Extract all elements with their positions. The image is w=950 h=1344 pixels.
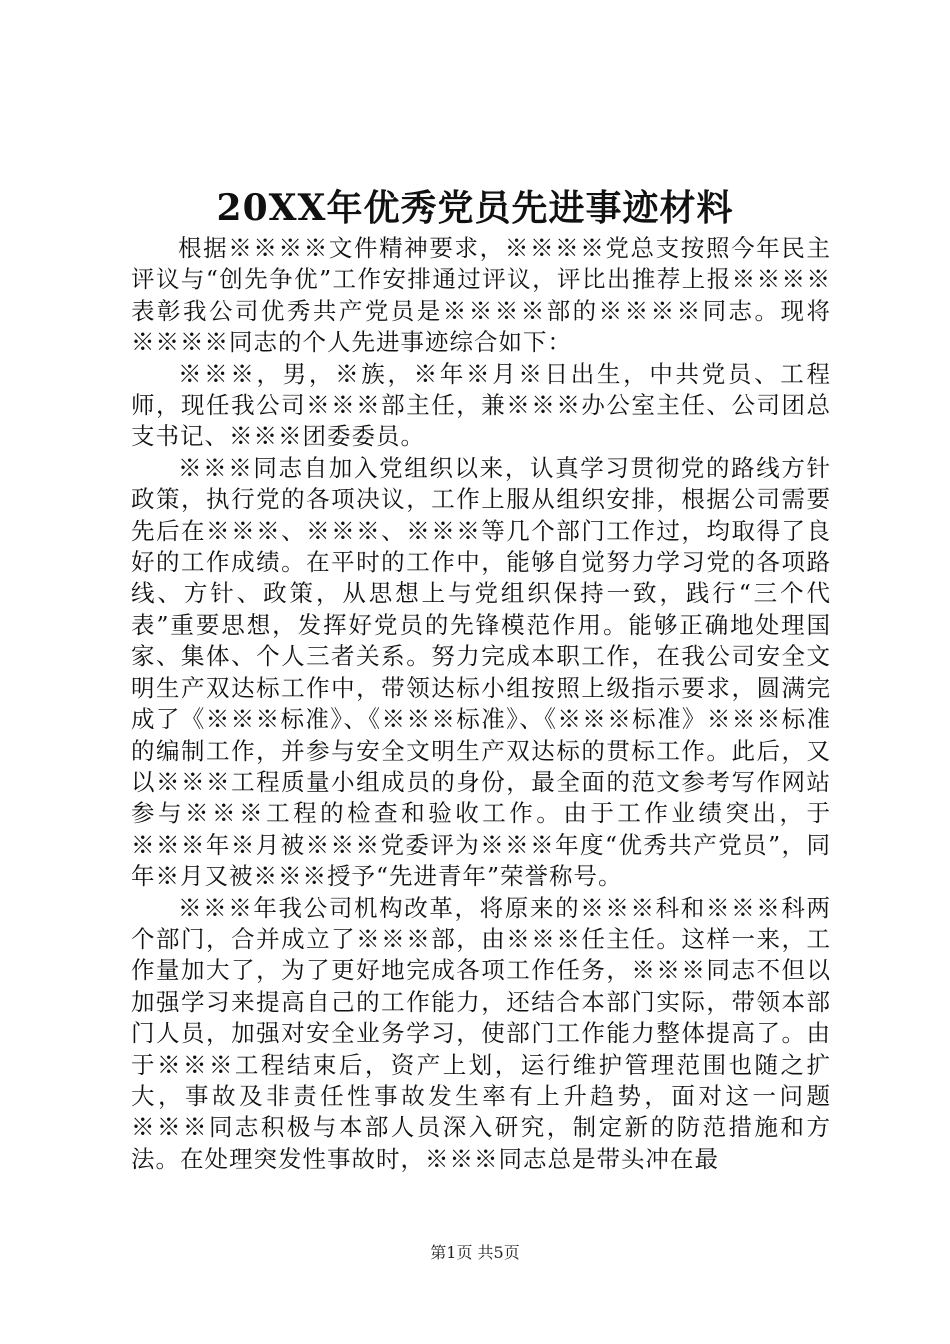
page-footer: 第1页 共5页 (430, 1243, 520, 1262)
document-body (131, 233, 831, 1175)
paragraph-reorganization: ※※※年我公司机构改革，将原来的※※※科和※※※科两个部门，合并成立了※※※部，由※※※任主任。这样一来，工作量加大了，为了更好地完成各项工作任务，※※※同志不但以加强学习来提高自己的工作能力，还结合本部门实际，带领本部门人员，加强对安全业务学习，使部门工作能力整体提高了。由于※※※工程结束后，资产上划，运行维护管理范围也随之扩大，事故及非责任性事故发生率有上升趋势，面对这一问题※※※同志积极与本部人员深入研究，制定新的防范措施和方法。在处理突发性事故时，※※※同志总是带头冲在最 (131, 893, 831, 1173)
paragraph-achievements: ※※※同志自加入党组织以来，认真学习贯彻党的路线方针政策，执行党的各项决议，工作上服从组织安排，根据公司需要先后在※※※、※※※、※※※等几个部门工作过，均取得了良好的工作成绩。在平时的工作中，能够自觉努力学习党的各项路线、方针、政策，从思想上与党组织保持一致，践行“三个代表”重要思想，发挥好党员的先锋模范作用。能够正确地处理国家、集体、个人三者关系。努力完成本职工作，在我公司安全文明生产双达标工作中，带领达标小组按照上级指示要求，圆满完成了《※※※标准》、《※※※标准》、《※※※标准》※※※标准的编制工作，并参与安全文明生产双达标的贯标工作。此后，又以※※※工程质量小组成员的身份，最全面的范文参考写作网站参与※※※工程的检查和验收工作。由于工作业绩突出，于※※※年※月被※※※党委评为※※※年度“优秀共产党员”，同年※月又被※※※授予“先进青年”荣誉称号。 (131, 453, 831, 891)
paragraph-profile: ※※※，男，※族，※年※月※日出生，中共党员、工程师，现任我公司※※※部主任，兼※※※办公室主任、公司团总支书记、※※※团委委员。 (131, 359, 831, 451)
paragraph-intro: 根据※※※※文件精神要求，※※※※党总支按照今年民主评议与“创先争优”工作安排通过评议，评比出推荐上报※※※※表彰我公司优秀共产党员是※※※※部的※※※※同志。现将※※※※同志的个人先进事迹综合如下： (131, 234, 831, 357)
document-title: 20XX年优秀党员先进事迹材料 (216, 187, 734, 229)
